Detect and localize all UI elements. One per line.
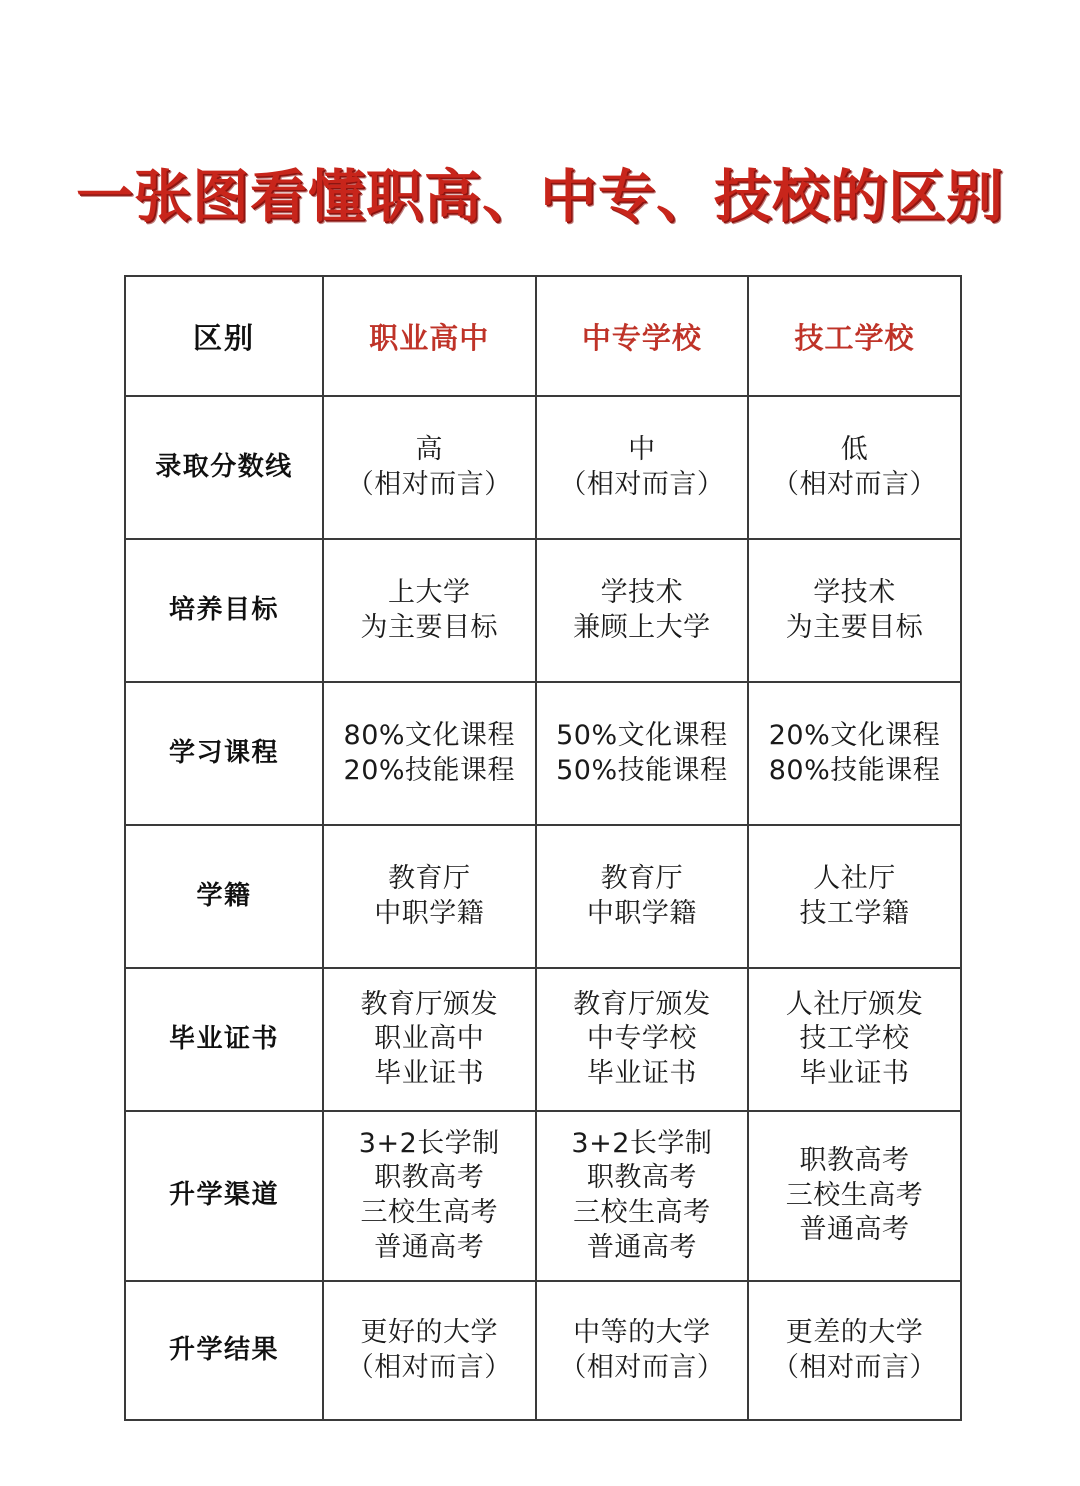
cell-text bbox=[753, 862, 956, 931]
cell-line: 20%技能课程 bbox=[343, 754, 516, 786]
cell-line: 教育厅 bbox=[600, 862, 684, 894]
cell-line: 普通高考 bbox=[586, 1231, 697, 1263]
cell-line: 学技术 bbox=[813, 576, 896, 608]
cell-line: （相对而言） bbox=[771, 468, 937, 500]
page-title: 一张图看懂职高、中专、技校的区别 bbox=[76, 164, 1004, 231]
row-data-cell bbox=[748, 968, 961, 1111]
row-label-text: 录取分数线 bbox=[155, 451, 293, 482]
cell-text bbox=[328, 1127, 531, 1265]
cell-text bbox=[328, 862, 531, 931]
comparison-table-container bbox=[124, 275, 960, 1421]
table-row bbox=[125, 1281, 961, 1420]
row-label-cell bbox=[125, 1281, 323, 1420]
cell-text bbox=[753, 988, 956, 1092]
row-label-cell bbox=[125, 539, 323, 682]
header-cell-column-2 bbox=[748, 276, 961, 396]
row-data-cell bbox=[536, 682, 749, 825]
cell-text bbox=[541, 1316, 744, 1385]
row-label-text: 升学结果 bbox=[168, 1334, 279, 1365]
cell-line: 50%文化课程 bbox=[556, 719, 728, 751]
cell-text bbox=[753, 1316, 956, 1385]
header-cell-column-1 bbox=[536, 276, 749, 396]
cell-line: 毕业证书 bbox=[799, 1057, 910, 1089]
cell-text bbox=[541, 719, 744, 788]
row-label-cell bbox=[125, 682, 323, 825]
cell-line: 中职学籍 bbox=[374, 897, 485, 929]
row-data-cell bbox=[748, 396, 961, 539]
header-column-text-0: 职业高中 bbox=[369, 320, 490, 355]
cell-line: 三校生高考 bbox=[360, 1197, 499, 1228]
row-label-cell bbox=[125, 396, 323, 539]
cell-line: （相对而言） bbox=[559, 468, 725, 500]
cell-text bbox=[541, 433, 744, 502]
cell-text bbox=[541, 862, 744, 931]
cell-line: 人社厅 bbox=[813, 862, 896, 894]
row-data-cell bbox=[323, 539, 536, 682]
cell-text bbox=[328, 719, 531, 788]
table-row bbox=[125, 539, 961, 682]
row-data-cell bbox=[748, 1281, 961, 1420]
row-label-cell bbox=[125, 825, 323, 968]
cell-line: 技工学籍 bbox=[799, 897, 910, 929]
cell-line: 更差的大学 bbox=[785, 1316, 924, 1348]
cell-text bbox=[753, 576, 956, 645]
row-data-cell bbox=[748, 825, 961, 968]
row-data-cell bbox=[323, 1111, 536, 1281]
cell-line: 3+2长学制 bbox=[358, 1127, 500, 1159]
cell-line: 中职学籍 bbox=[586, 897, 697, 929]
cell-line: 学技术 bbox=[600, 576, 684, 608]
header-cell-label bbox=[125, 276, 323, 396]
cell-text bbox=[328, 988, 531, 1092]
cell-text bbox=[328, 433, 531, 502]
row-data-cell bbox=[536, 1281, 749, 1420]
row-data-cell bbox=[748, 539, 961, 682]
cell-line: 为主要目标 bbox=[785, 611, 924, 643]
table-row bbox=[125, 682, 961, 825]
cell-text bbox=[328, 576, 531, 645]
cell-text bbox=[753, 1144, 956, 1248]
cell-line: 教育厅颁发 bbox=[573, 988, 711, 1020]
page-title-container bbox=[0, 128, 1080, 268]
cell-line: （相对而言） bbox=[771, 1351, 937, 1383]
row-label-text: 毕业证书 bbox=[168, 1023, 279, 1054]
cell-line: 职教高考 bbox=[799, 1145, 910, 1177]
cell-line: 高 bbox=[415, 433, 444, 465]
header-column-text-2: 技工学校 bbox=[794, 320, 915, 355]
cell-line: 为主要目标 bbox=[360, 611, 499, 643]
cell-line: 中等的大学 bbox=[573, 1316, 711, 1348]
row-data-cell bbox=[323, 682, 536, 825]
cell-line: 毕业证书 bbox=[586, 1057, 697, 1089]
row-data-cell bbox=[323, 396, 536, 539]
cell-line: 职业高中 bbox=[374, 1023, 485, 1055]
table-row bbox=[125, 968, 961, 1111]
cell-text bbox=[753, 433, 956, 502]
row-data-cell bbox=[748, 1111, 961, 1281]
row-data-cell bbox=[536, 968, 749, 1111]
row-data-cell bbox=[748, 682, 961, 825]
row-data-cell bbox=[323, 825, 536, 968]
cell-line: 兼顾上大学 bbox=[573, 611, 711, 643]
row-data-cell bbox=[536, 396, 749, 539]
cell-line: 职教高考 bbox=[374, 1162, 485, 1194]
table-row bbox=[125, 396, 961, 539]
cell-line: 毕业证书 bbox=[374, 1057, 485, 1089]
cell-line: （相对而言） bbox=[346, 1351, 512, 1383]
cell-text bbox=[328, 1316, 531, 1385]
header-cell-column-0 bbox=[323, 276, 536, 396]
cell-line: （相对而言） bbox=[346, 468, 512, 500]
cell-text bbox=[541, 1127, 744, 1265]
cell-line: 职教高考 bbox=[586, 1162, 697, 1194]
header-label-text: 区别 bbox=[192, 320, 255, 355]
row-data-cell bbox=[536, 539, 749, 682]
cell-line: 80%技能课程 bbox=[768, 754, 941, 786]
row-data-cell bbox=[536, 1111, 749, 1281]
table-row bbox=[125, 825, 961, 968]
cell-line: 上大学 bbox=[388, 576, 471, 608]
cell-line: 80%文化课程 bbox=[343, 719, 516, 751]
cell-line: 更好的大学 bbox=[360, 1316, 499, 1348]
cell-line: 中专学校 bbox=[586, 1023, 697, 1055]
cell-line: 人社厅颁发 bbox=[785, 988, 924, 1020]
row-data-cell bbox=[323, 1281, 536, 1420]
cell-line: 3+2长学制 bbox=[571, 1127, 713, 1159]
cell-text bbox=[541, 988, 744, 1092]
cell-text bbox=[753, 719, 956, 788]
cell-line: 普通高考 bbox=[799, 1214, 910, 1246]
row-label-cell bbox=[125, 1111, 323, 1281]
cell-line: 三校生高考 bbox=[573, 1197, 711, 1228]
cell-line: 中 bbox=[628, 433, 656, 465]
cell-line: 教育厅 bbox=[388, 862, 471, 894]
cell-line: （相对而言） bbox=[559, 1351, 725, 1383]
table-row bbox=[125, 1111, 961, 1281]
table-body bbox=[125, 276, 961, 1420]
cell-line: 20%文化课程 bbox=[768, 719, 941, 751]
cell-line: 低 bbox=[840, 433, 869, 465]
cell-text bbox=[541, 576, 744, 645]
row-label-text: 学习课程 bbox=[168, 737, 279, 768]
row-label-cell bbox=[125, 968, 323, 1111]
comparison-table bbox=[124, 275, 962, 1421]
header-column-text-1: 中专学校 bbox=[581, 320, 702, 355]
row-data-cell bbox=[536, 825, 749, 968]
table-header-row bbox=[125, 276, 961, 396]
row-data-cell bbox=[323, 968, 536, 1111]
row-label-text: 学籍 bbox=[196, 880, 252, 911]
cell-line: 技工学校 bbox=[799, 1023, 910, 1055]
cell-line: 50%技能课程 bbox=[556, 754, 728, 786]
cell-line: 三校生高考 bbox=[785, 1179, 924, 1211]
cell-line: 教育厅颁发 bbox=[360, 988, 499, 1020]
row-label-text: 升学渠道 bbox=[168, 1180, 279, 1211]
cell-line: 普通高考 bbox=[374, 1231, 485, 1263]
row-label-text: 培养目标 bbox=[168, 594, 279, 625]
